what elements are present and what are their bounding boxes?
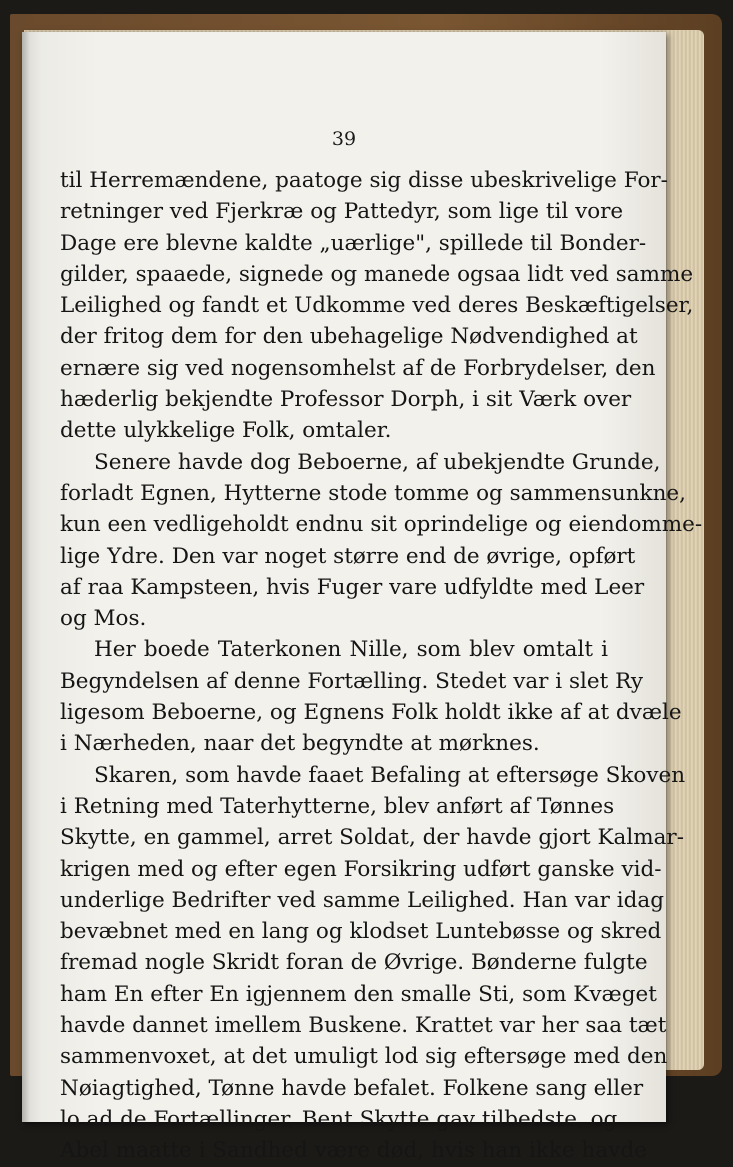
text-line: Leilighed og fandt et Udkomme ved deres Beskæftigelser, bbox=[60, 293, 694, 319]
text-line: sammenvoxet, at det umuligt lod sig eftersøge med den bbox=[60, 1044, 668, 1070]
text-line: retninger ved Fjerkræ og Pattedyr, som lige til vore bbox=[60, 199, 624, 225]
text-line: Her boede Taterkonen Nille, som blev omtalt i bbox=[94, 637, 608, 663]
text-line: Nøiagtighed, Tønne havde befalet. Folkene sang eller bbox=[60, 1075, 644, 1101]
text-line: der fritog dem for den ubehagelige Nødvendighed at bbox=[60, 324, 638, 350]
text-line: bevæbnet med en lang og klodset Luntebøsse og skred bbox=[60, 919, 662, 945]
text-line: Skaren, som havde faaet Befaling at eftersøge Skoven bbox=[94, 762, 686, 788]
book-page bbox=[22, 32, 703, 1164]
text-line: underlige Bedrifter ved samme Leilighed. Han var idag bbox=[60, 887, 664, 913]
text-line: krigen med og efter egen Forsikring udført ganske vid- bbox=[60, 856, 662, 882]
text-line: og Mos. bbox=[60, 606, 147, 632]
text-line: kun een vedligeholdt endnu sit oprindelige og eiendomme- bbox=[60, 512, 703, 538]
text-line: i Nærheden, naar det begyndte at mørknes. bbox=[60, 731, 540, 757]
text-line: Senere havde dog Beboerne, af ubekjendte Grunde, bbox=[94, 449, 661, 475]
text-line: ham En efter En igjennem den smalle Sti, som Kvæget bbox=[60, 981, 657, 1007]
text-line: af raa Kampsteen, hvis Fuger vare udfyldte med Leer bbox=[60, 574, 645, 600]
text-line: Begyndelsen af denne Fortælling. Stedet var i slet Ry bbox=[60, 668, 644, 694]
text-line: fremad nogle Skridt foran de Øvrige. Bønderne fulgte bbox=[60, 950, 648, 976]
text-line: til Herremændene, paatoge sig disse ubeskrivelige For- bbox=[60, 168, 668, 193]
text-line: Dage ere blevne kaldte „uærlige", spillede til Bonder- bbox=[60, 230, 647, 256]
text-line: havde dannet imellem Buskene. Krattet var her saa tæt bbox=[60, 1013, 667, 1039]
text-line: gilder, spaaede, signede og manede ogsaa lidt ved samme bbox=[60, 261, 694, 287]
text-line: Abel maatte i Sandhed være død, hvis han ikke havde bbox=[60, 1138, 647, 1164]
text-line: dette ulykkelige Folk, omtaler. bbox=[60, 418, 392, 444]
text-line: i Retning med Taterhytterne, blev anført af Tønnes bbox=[60, 793, 615, 819]
text-line: lige Ydre. Den var noget større end de øvrige, opført bbox=[60, 543, 636, 569]
text-line: Skytte, en gammel, arret Soldat, der havde gjort Kalmar- bbox=[60, 825, 684, 851]
text-line: ernære sig ved nogensomhelst af de Forbrydelser, den bbox=[60, 355, 656, 381]
page-gutter-shadow bbox=[22, 32, 30, 1122]
text-line: forladt Egnen, Hytterne stode tomme og sammensunkne, bbox=[60, 480, 686, 506]
page-number: 39 bbox=[331, 128, 357, 150]
text-line: ligesom Beboerne, og Egnens Folk holdt ikke af at dvæle bbox=[60, 700, 682, 726]
text-line: hæderlig bekjendte Professor Dorph, i sit Værk over bbox=[60, 387, 632, 413]
body-text bbox=[60, 165, 703, 1167]
text-line: lo ad de Fortællinger, Bent Skytte gav tilbedste, og bbox=[60, 1106, 618, 1132]
